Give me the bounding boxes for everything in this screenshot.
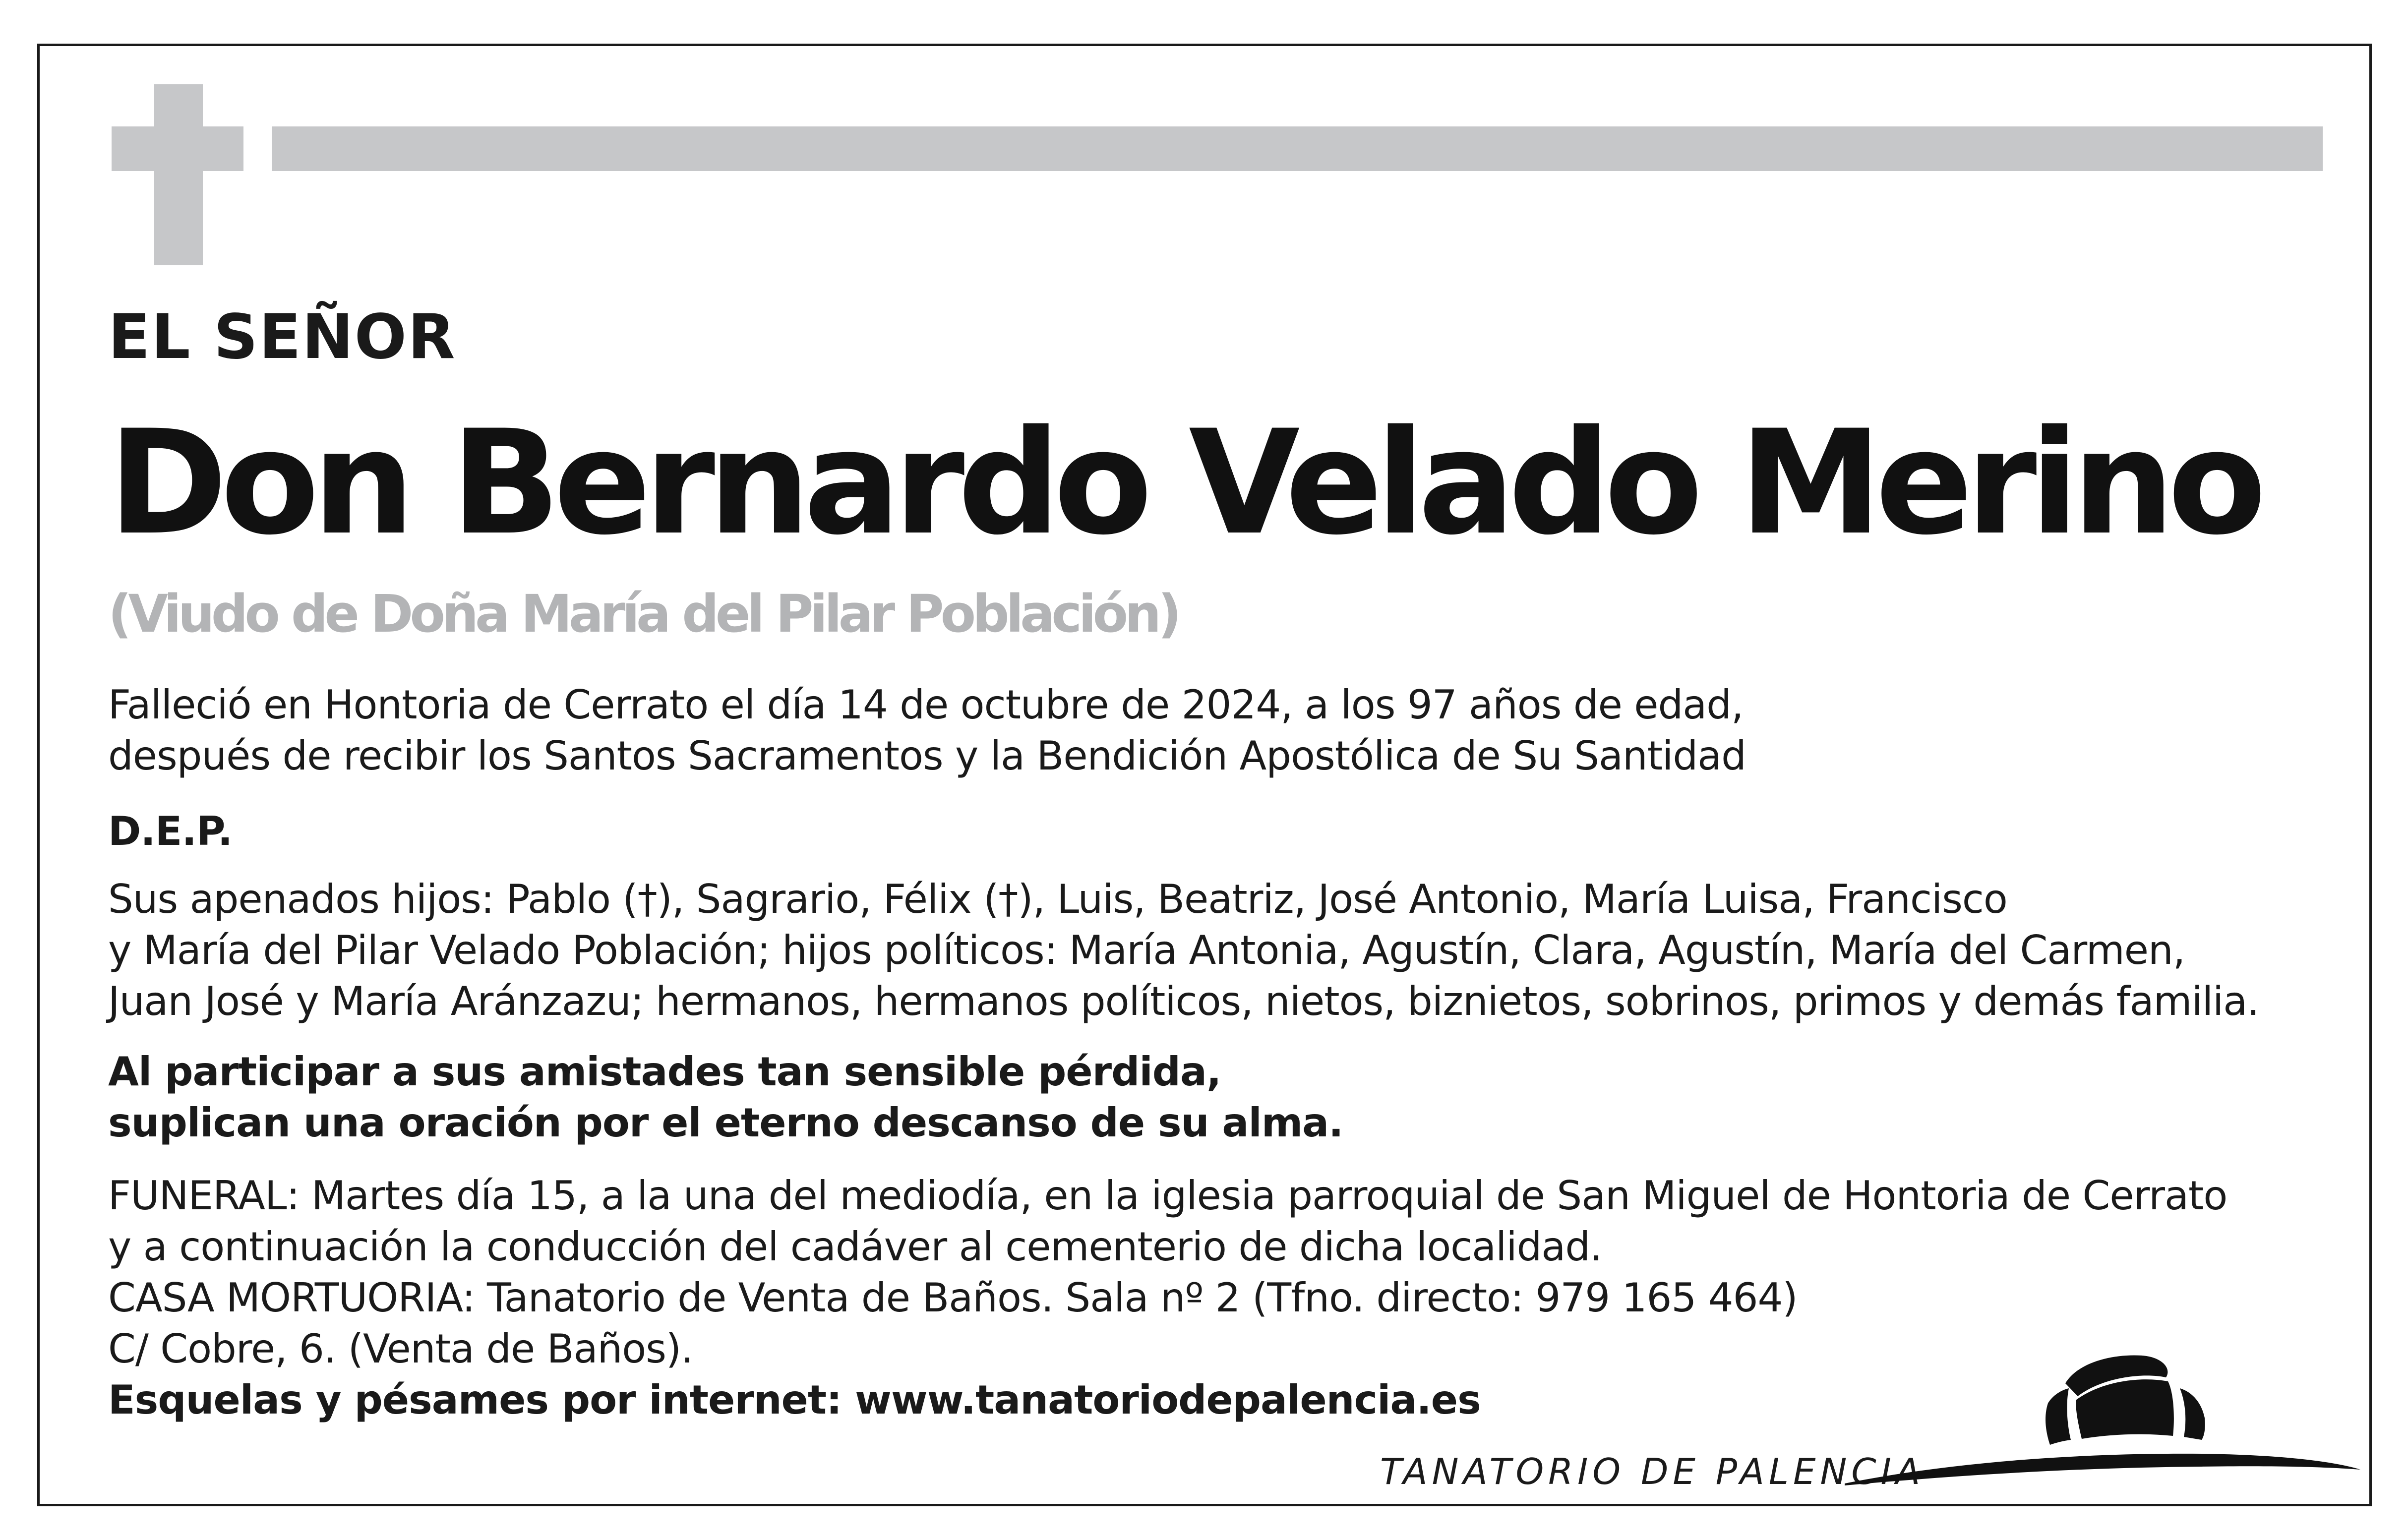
cross-icon-vertical xyxy=(154,84,203,265)
dep-label: D.E.P. xyxy=(108,808,233,854)
cross-icon-horizontal xyxy=(112,126,243,171)
family-line-3: Juan José y María Aránzazu; hermanos, hermanos políticos, nietos, biznietos, sobrinos, primos y demás familia. xyxy=(108,978,2259,1024)
death-notice-line-2: después de recibir los Santos Sacramentos y la Bendición Apostólica de Su Santidad xyxy=(108,733,1746,779)
death-notice-line-1: Falleció en Hontoria de Cerrato el día 14 de octubre de 2024, a los 97 años de edad, xyxy=(108,682,1744,728)
widow-note: (Viudo de Doña María del Pilar Población) xyxy=(108,584,1178,644)
tanatorio-logo-icon xyxy=(1845,1349,2360,1497)
header-bar xyxy=(272,126,2323,171)
logo-name: TANATORIO DE PALENCIA xyxy=(1380,1451,1925,1492)
funeral-line-1: FUNERAL: Martes día 15, a la una del mediodía, en la iglesia parroquial de San Miguel de Hontoria de Cerrato xyxy=(108,1173,2227,1219)
family-line-1: Sus apenados hijos: Pablo (†), Sagrario, Félix (†), Luis, Beatriz, José Antonio, María Luisa, Francisco xyxy=(108,876,2007,922)
honorific-title: EL SEÑOR xyxy=(108,301,456,373)
funeral-home-line: CASA MORTUORIA: Tanatorio de Venta de Baños. Sala nº 2 (Tfno. directo: 979 165 464) xyxy=(108,1275,1798,1321)
family-line-2: y María del Pilar Velado Población; hijos políticos: María Antonia, Agustín, Clara, Agustín, María del Carmen, xyxy=(108,927,2185,973)
address-line: C/ Cobre, 6. (Venta de Baños). xyxy=(108,1326,693,1372)
funeral-line-2: y a continuación la conducción del cadáver al cementerio de dicha localidad. xyxy=(108,1224,1602,1270)
plea-line-1: Al participar a sus amistades tan sensible pérdida, xyxy=(108,1049,1221,1095)
website-line: Esquelas y pésames por internet: www.tanatoriodepalencia.es xyxy=(108,1377,1481,1423)
plea-line-2: suplican una oración por el eterno descanso de su alma. xyxy=(108,1100,1343,1146)
deceased-name: Don Bernardo Velado Merino xyxy=(108,400,2260,567)
